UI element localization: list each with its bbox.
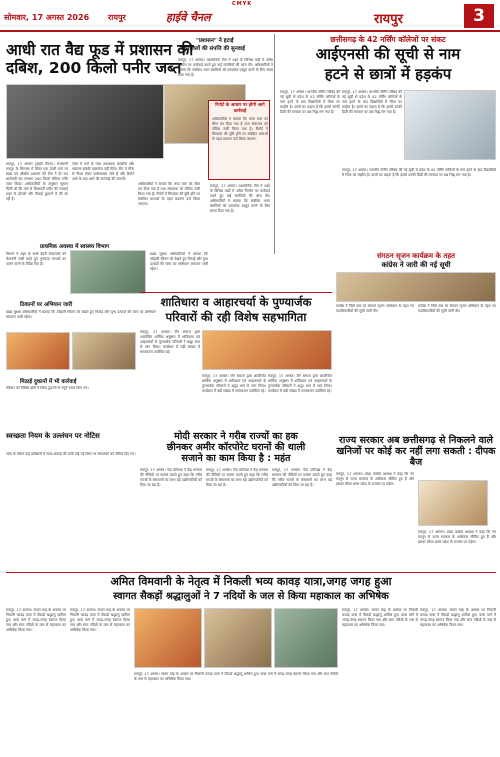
story6-body-c: रायपुर, 17 अगस्त। नेता प्रतिपक्ष ने केंद्र सरकार की नीतियों पर सवाल उठाते हुए कहा कि गरीब राज्यों के संसाधनों का लाभ बड़े उद्योगपतियों को दिया जा रहा है। (272, 468, 332, 487)
story5-body-b: रायपुर, 17 अगस्त। जैन समाज द्वारा आयोजित धार्मिक अनुष्ठान में शांतिधारा एवं आहारचर्या के पुण्यार्जक परिवारों ने श्रद्धा भाव से भाग लिया। कार्यक्रम में बड़ी संख्या में समाजजन उपस्थित रहे। (202, 374, 266, 393)
story1-headline-line1: आधी रात वैद्य फूड में प्रशासन की (6, 41, 194, 59)
story1-sub4-body: जांच के दौरान कई प्रतिष्ठानों में साफ-सफाई की कमी पाई गई जिस पर संचालकों को नोटिस दिए गए। (6, 452, 136, 456)
story8-body-c: रायपुर, 17 अगस्त। सावन माह के अवसर पर निकली कावड़ यात्रा में सैकड़ों श्रद्धालु शामिल हुए। यात्रा मार्ग में जगह-जगह स्वागत किया गया और सात नदियों के जल से महाकाल का अभिषेक किया गया। (134, 672, 338, 681)
story1-sub3-title: मिठाई दुकानों में भी कार्रवाई (20, 379, 77, 385)
story7-headline (336, 436, 496, 469)
story1-headline-line2: दबिश, 200 किलो पनीर जब्त (6, 58, 182, 77)
story4-headline-line1: संगठन सृजन कार्यक्रम के तहत (376, 252, 456, 260)
section-title: रायपुर (374, 12, 403, 27)
story1-sub2-title: ठिकानों पर अभियान जारी (20, 302, 73, 308)
story5-photo (202, 330, 332, 370)
story3-headline-line2: आईएनसी की सूची से नाम (315, 45, 461, 63)
page-number: 3 (464, 4, 494, 28)
story7-headline-line1: राज्य सरकार अब छत्तीसगढ़ से निकलने वाले (339, 435, 493, 446)
date-line: सोमवार, 17 अगस्त 2026 (4, 13, 90, 22)
story8-photo-1 (134, 608, 202, 668)
masthead (0, 0, 500, 32)
story5-headline-line1: शातिधारा व आहारचर्या के पुण्यार्जक (160, 295, 312, 309)
story1-photo-5 (72, 332, 136, 370)
story1-body-a: रायपुर, 17 अगस्त (हाईवे चैनल)। राजधानी रायपुर के बिरगांव में स्थित एक डेयरी फर्म पर खाद्य एवं औषधि प्रशासन की टीम ने देर रात छापेमारी कर लगभग 200 किलो संदिग्ध पनीर जब्त किया। अधिकारियों के अनुसार सूचना मिली थी कि फर्म से मिलावटी पनीर की सप्लाई शहर के होटलों और मिठाई दुकानों में की जा रही है। (6, 162, 68, 201)
story1-sub1-title: प्राथमिक अवस्था में स्वास्थ्य विभाग (40, 244, 110, 250)
story3-photo (404, 90, 496, 160)
story8-headline-line2: स्वागत सैकड़ों श्रद्धालुओं ने 7 नदियों के जल से किया महाकाल का अभिषेक (113, 591, 389, 602)
story1-side-note-title: रिपोर्ट के आधार पर होगी आगे कार्रवाई (215, 103, 265, 114)
story7-headline-line2: खनिजों पर कोई कर नहीं लगा सकती : दीपक बैज (336, 445, 496, 468)
story1-body-b: जांच में फर्म के पास आवश्यक लाइसेंस और भंडारण संबंधी दस्तावेज नहीं मिले। टीम ने मौके से सैंपल लेकर प्रयोगशाला भेजे हैं और रिपोर्ट आने के बाद आगे की कार्रवाई की जाएगी। (72, 162, 134, 181)
story6-body-b: रायपुर, 17 अगस्त। नेता प्रतिपक्ष ने केंद्र सरकार की नीतियों पर सवाल उठाते हुए कहा कि गरीब राज्यों के संसाधनों का लाभ बड़े उद्योगपतियों को दिया जा रहा है। (206, 468, 268, 487)
story1-photo (6, 84, 164, 159)
story1-sub2-body: खाद्य सुरक्षा अधिकारियों ने बताया कि त्योहारी सीजन को देखते हुए मिठाई और दुग्ध उत्पादों की जांच का अभियान लगातार जारी रहेगा। (150, 252, 208, 271)
story6-body-a: रायपुर, 17 अगस्त। नेता प्रतिपक्ष ने केंद्र सरकार की नीतियों पर सवाल उठाते हुए कहा कि गरीब राज्यों के संसाधनों का लाभ बड़े उद्योगपतियों को दिया जा रहा है। (140, 468, 202, 487)
story2-kicker: "प्रशासन" ने हटाई (196, 38, 234, 44)
story8-photo-2 (204, 608, 272, 668)
story4-photo (336, 272, 496, 302)
story7-body-a: रायपुर, 17 अगस्त। प्रदेश कांग्रेस अध्यक्ष ने कहा कि नए कानून से राज्य सरकार के अधिकार सीमित हुए हैं और इसका सीधा असर प्रदेश के राजस्व पर पड़ेगा। (336, 472, 414, 486)
story4-body-a: कांग्रेस ने जिले स्तर पर संगठन सृजन अभियान के तहत नए पदाधिकारियों की सूची जारी की। (336, 304, 414, 313)
story6-headline-line1: मोदी सरकार ने गरीब राज्यों का हक (174, 431, 298, 442)
story8-rule (6, 572, 496, 573)
story3-body-c: रायपुर, 17 अगस्त। भारतीय नर्सिंग परिषद की नई सूची से प्रदेश के 42 नर्सिंग कॉलेजों के नाम हटने के बाद विद्यार्थियों में चिंता का माहौल है। छात्रों का कहना है कि इससे उनकी डिग्री की मान्यता पर प्रश्न चिह्न लग गया है। (342, 168, 496, 177)
story5-body-c: रायपुर, 17 अगस्त। जैन समाज द्वारा आयोजित धार्मिक अनुष्ठान में शांतिधारा एवं आहारचर्या के पुण्यार्जक परिवारों ने श्रद्धा भाव से भाग लिया। कार्यक्रम में बड़ी संख्या में समाजजन उपस्थित रहे। (268, 374, 332, 393)
city-label: रायपुर (108, 13, 126, 22)
story3-body-b: रायपुर, 17 अगस्त। भारतीय नर्सिंग परिषद की नई सूची से प्रदेश के 42 नर्सिंग कॉलेजों के नाम हटने के बाद विद्यार्थियों में चिंता का माहौल है। छात्रों का कहना है कि इससे उनकी डिग्री की मान्यता पर प्रश्न चिह्न लग गया है। (342, 90, 402, 114)
story3-body-a: रायपुर, 17 अगस्त। भारतीय नर्सिंग परिषद की नई सूची से प्रदेश के 42 नर्सिंग कॉलेजों के नाम हटने के बाद विद्यार्थियों में चिंता का माहौल है। छात्रों का कहना है कि इससे उनकी डिग्री की मान्यता पर प्रश्न चिह्न लग गया है। (280, 90, 340, 114)
story2-body-cont: रायपुर, 17 अगस्त। प्रशासनिक टीम ने शहर के विभिन्न वार्डों में अवैध निर्माण पर कार्रवाई करते हुए कई संपत्तियों की जांच की। अधिकारियों ने बताया कि संबंधित भवन स्वामियों को दस्तावेज प्रस्तुत करने के लिए समय दिया गया है। (210, 184, 270, 213)
cmyk-mark: CMYK (232, 1, 253, 7)
story1-side-note: अधिकारियों ने बताया कि जब्त माल को सील कर दिया गया है तथा संचालक को नोटिस जारी किया गया है। रिपोर्ट में मिलावट की पुष्टि होने पर संबंधित धाराओं के तहत प्रकरण दर्ज किया जाएगा। (212, 117, 268, 141)
brand-name: हाईवे चैनल (166, 11, 211, 24)
story8-body-e: रायपुर, 17 अगस्त। सावन माह के अवसर पर निकली कावड़ यात्रा में सैकड़ों श्रद्धालु शामिल हुए। यात्रा मार्ग में जगह-जगह स्वागत किया गया और सात नदियों के जल से महाकाल का अभिषेक किया गया। (420, 608, 496, 627)
story6-headline (140, 432, 332, 465)
story8-headline-line1: अमित विमवानी के नेतृत्व में निकली भव्य कावड़ यात्रा,जगह जगह हुआ (110, 575, 392, 588)
story1-body-c: अधिकारियों ने बताया कि जब्त माल को सील कर दिया गया है तथा संचालक को नोटिस जारी किया गया है। रिपोर्ट में मिलावट की पुष्टि होने पर संबंधित धाराओं के तहत प्रकरण दर्ज किया जाएगा। (138, 182, 200, 206)
story8-body-b: रायपुर, 17 अगस्त। सावन माह के अवसर पर निकली कावड़ यात्रा में सैकड़ों श्रद्धालु शामिल हुए। यात्रा मार्ग में जगह-जगह स्वागत किया गया और सात नदियों के जल से महाकाल का अभिषेक किया गया। (70, 608, 130, 632)
story5-rule (140, 292, 332, 293)
story8-body-a: रायपुर, 17 अगस्त। सावन माह के अवसर पर निकली कावड़ यात्रा में सैकड़ों श्रद्धालु शामिल हुए। यात्रा मार्ग में जगह-जगह स्वागत किया गया और सात नदियों के जल से महाकाल का अभिषेक किया गया। (6, 608, 66, 632)
story3-headline-line1: छत्तीसगढ़ के 42 नर्सिंग कॉलेजों पर संकट (330, 35, 446, 44)
story1-photo-4 (6, 332, 70, 370)
story7-body-b: रायपुर, 17 अगस्त। प्रदेश कांग्रेस अध्यक्ष ने कहा कि नए कानून से राज्य सरकार के अधिकार सीमित हुए हैं और इसका सीधा असर प्रदेश के राजस्व पर पड़ेगा। (418, 530, 496, 544)
story1-sub2-text: खाद्य सुरक्षा अधिकारियों ने बताया कि त्योहारी सीजन को देखते हुए मिठाई और दुग्ध उत्पादों की जांच का अभियान लगातार जारी रहेगा। (6, 310, 156, 319)
story1-sub3-body: रविवार को विभिन्न क्षेत्रों में स्थित दुकानों से नमूने एकत्र किए गए। (6, 386, 89, 390)
story4-body-b: कांग्रेस ने जिले स्तर पर संगठन सृजन अभियान के तहत नए पदाधिकारियों की सूची जारी की। (418, 304, 496, 313)
story2-kicker2: बहुमंजिलों की संपत्ति की सुनवाई (180, 46, 245, 52)
story8-body-d: रायपुर, 17 अगस्त। सावन माह के अवसर पर निकली कावड़ यात्रा में सैकड़ों श्रद्धालु शामिल हुए। यात्रा मार्ग में जगह-जगह स्वागत किया गया और सात नदियों के जल से महाकाल का अभिषेक किया गया। (342, 608, 418, 627)
story6-headline-line3: सजाने का काम किया है : महंत (181, 452, 291, 464)
story2-body: रायपुर, 17 अगस्त। प्रशासनिक टीम ने शहर के विभिन्न वार्डों में अवैध निर्माण पर कार्रवाई करते हुए कई संपत्तियों की जांच की। अधिकारियों ने बताया कि संबंधित भवन स्वामियों को दस्तावेज प्रस्तुत करने के लिए समय दिया गया है। (178, 58, 273, 77)
column-divider (274, 34, 275, 254)
story1-sub1-body: विभाग ने शहर के सभी डेयरी संचालकों को चेतावनी जारी करते हुए गुणवत्ता मानकों का पालन करने के निर्देश दिए हैं। (6, 252, 66, 266)
story4-headline-line2: कांग्रेस ने जारी की नई सूची (381, 261, 451, 269)
story3-headline-line3: हटने से छात्रों में हड़कंप (324, 65, 452, 83)
story7-photo (418, 480, 488, 526)
story1-side-note-box (208, 100, 270, 180)
story5-headline-line2: परिवारों की रही विशेष सहभागिता (165, 310, 307, 324)
story1-photo-3 (70, 250, 146, 294)
story8-photo-3 (274, 608, 338, 668)
story6-headline-line2: छीनकर अमीर कॉरपोरेट घरानों की थाली (166, 441, 306, 453)
story5-body-a: रायपुर, 17 अगस्त। जैन समाज द्वारा आयोजित धार्मिक अनुष्ठान में शांतिधारा एवं आहारचर्या के पुण्यार्जक परिवारों ने श्रद्धा भाव से भाग लिया। कार्यक्रम में बड़ी संख्या में समाजजन उपस्थित रहे। (140, 330, 200, 354)
story1-sub4-title: स्वच्छता नियम के उल्लंघन पर नोटिस (6, 432, 100, 440)
